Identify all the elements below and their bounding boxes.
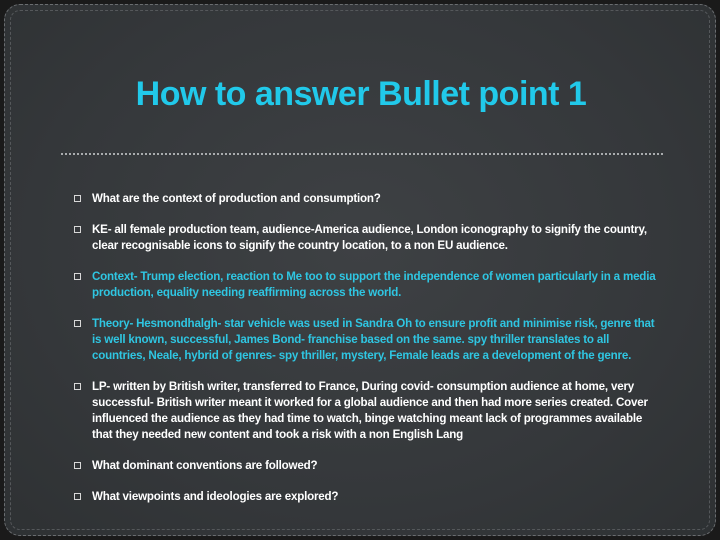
bullet-item <box>73 458 663 474</box>
bullet-text: LP- written by British writer, transferred to France, During covid- consumption audience at home, very successful- British writer meant it worked for a global audience and then had more series created. Cover influenced the audience as they had time to watch, binge watching meant lack of programmes available that they needed new content and took a risk with a non English Lang <box>92 380 648 441</box>
checkbox-bullet-icon <box>74 493 81 500</box>
bullet-text: Context- Trump election, reaction to Me too to support the independence of women particularly in a media production, equality needing reaffirming across the world. <box>92 270 656 299</box>
title-divider <box>61 153 663 155</box>
checkbox-bullet-icon <box>74 226 81 233</box>
slide <box>4 4 716 536</box>
bullet-item <box>73 316 663 364</box>
bullet-list <box>73 191 663 520</box>
bullet-text: KE- all female production team, audience-America audience, London iconography to signify the country, clear recognisable icons to signify the country location, to a non EU audience. <box>92 223 647 252</box>
checkbox-bullet-icon <box>74 320 81 327</box>
bullet-text: What viewpoints and ideologies are explored? <box>92 490 339 503</box>
bullet-text: What are the context of production and consumption? <box>92 192 381 205</box>
checkbox-bullet-icon <box>74 195 81 202</box>
bullet-item <box>73 489 663 505</box>
slide-title: How to answer Bullet point 1 <box>135 75 587 113</box>
checkbox-bullet-icon <box>74 383 81 390</box>
bullet-item <box>73 222 663 254</box>
bullet-text: What dominant conventions are followed? <box>92 459 318 472</box>
bullet-item <box>73 191 663 207</box>
bullet-text: Theory- Hesmondhalgh- star vehicle was used in Sandra Oh to ensure profit and minimise risk, genre that is well known, successful, James Bond- franchise based on the same. spy thriller translates to all countries, Neale, hybrid of genres- spy thriller, mystery, Female leads are a development of the genre. <box>92 317 655 362</box>
bullet-item <box>73 379 663 443</box>
checkbox-bullet-icon <box>74 273 81 280</box>
bullet-item <box>73 269 663 301</box>
checkbox-bullet-icon <box>74 462 81 469</box>
